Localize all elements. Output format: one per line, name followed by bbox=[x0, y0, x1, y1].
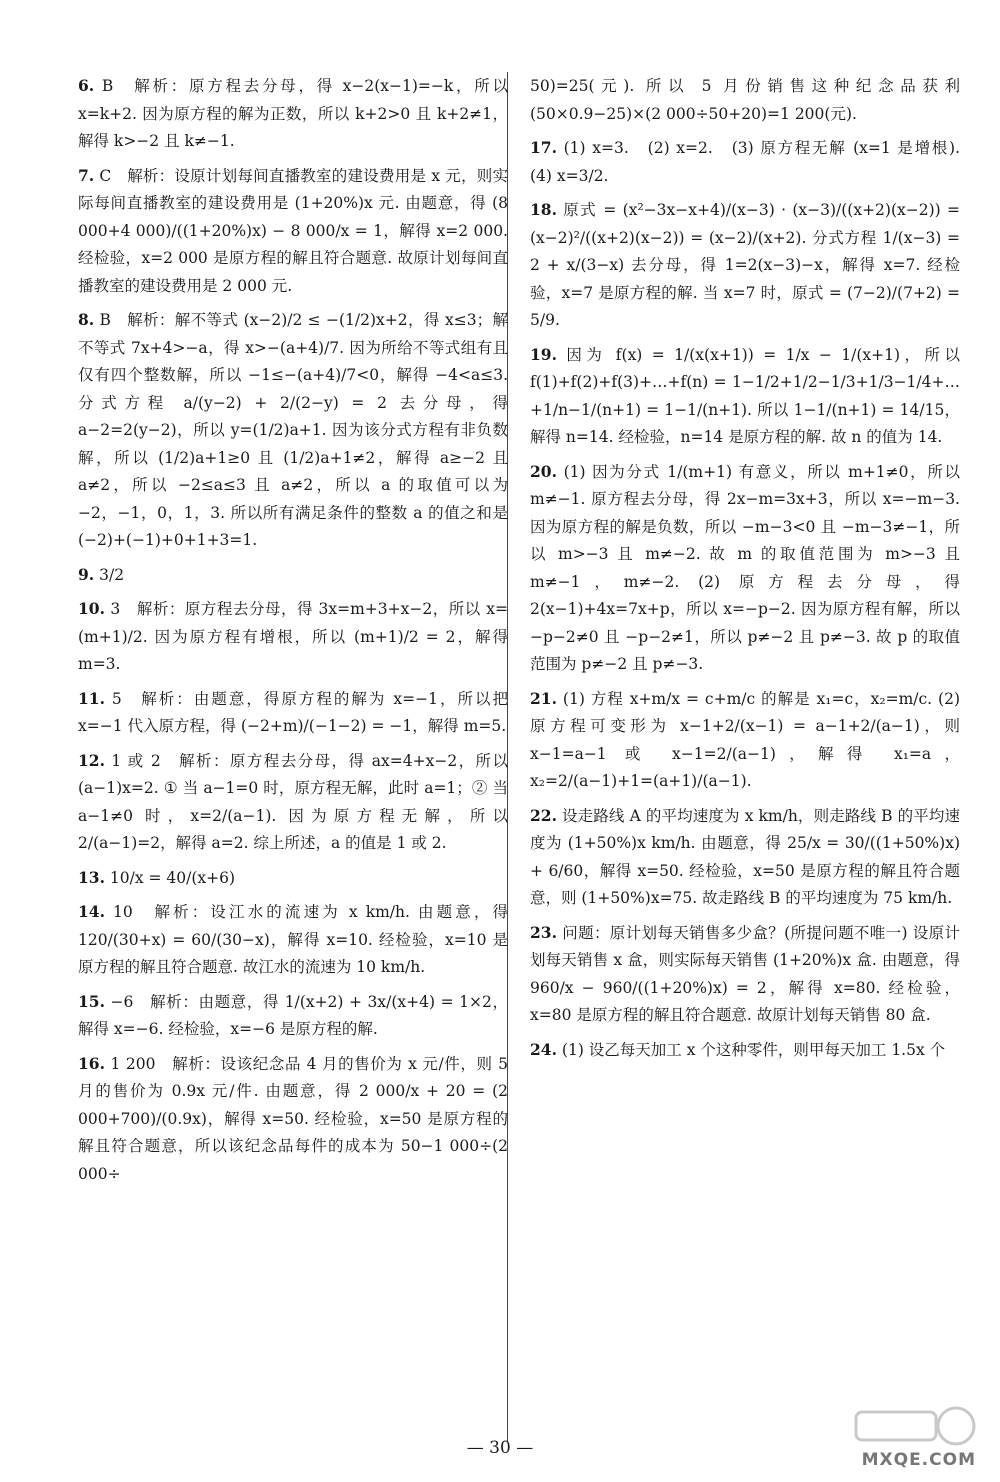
answer-10: 10. 3 解析：原方程去分母，得 3x=m+3+x−2，所以 x=(m+1)/2. 因为原方程有增根，所以 (m+1)/2 = 2，解得 m=3. bbox=[78, 599, 508, 673]
left-column bbox=[78, 72, 508, 1194]
page-number: — 30 — bbox=[466, 1438, 534, 1458]
answer-17: 17. (1) x=3. (2) x=2. (3) 原方程无解 (x=1 是增根). (4) x=3/2. bbox=[530, 138, 976, 185]
answer-20: 20. (1) 因为分式 1/(m+1) 有意义，所以 m+1≠0，所以 m≠−1. 原方程去分母，得 2x−m=3x+3，所以 x=−m−3. 因为原方程的解是负数，所以 −m−3<0 且 −m−3≠−1，所以 m>−3 且 m≠−2. 故 m 的取值范围为 m>−3 且 m≠−1，m≠−2. (2) 原方程去分母，得 2(x−1)+4x=7x+p，所以 x=−p−2. 因为原方程有解，所以 −p−2≠0 且 −p−2≠1，所以 p≠−2 且 p≠−3. 故 p 的取值范围为 p≠−2 且 p≠−3. bbox=[530, 461, 960, 673]
answer-16: 16. 1 200 解析：设该纪念品 4 月的售价为 x 元/件，则 5 月的售价为 0.9x 元/件. 由题意，得 2 000/x + 20 = (2 000+700)/(0.9x)，解得 x=50. 经检验，x=50 是原方程的解且符合题意，所以该纪念品每件的成本为 50−1 000÷(2 000÷ bbox=[78, 1053, 508, 1183]
answer-7: 7. C 解析：设原计划每间直播教室的建设费用是 x 元，则实际每间直播教室的建设费用是 (1+20%)x 元. 由题意，得 (8 000+4 000)/((1+20%)x) − 8 000/x = 1，解得 x=2 000. 经检验，x=2 000 是原方程的解且符合题意. 故原计划每间直播教室的建设费用是 2 000 元. bbox=[78, 165, 508, 295]
answer-14: 14. 10 解析：设江水的流速为 x km/h. 由题意，得 120/(30+x) = 60/(30−x)，解得 x=10. 经检验，x=10 是原方程的解且符合题意. 故江水的流速为 10 km/h. bbox=[78, 902, 508, 976]
answer-24: 24. (1) 设乙每天加工 x 个这种零件，则甲每天加工 1.5x 个 bbox=[530, 1039, 946, 1059]
answer-15: 15. −6 解析：由题意，得 1/(x+2) + 3x/(x+4) = 1×2，解得 x=−6. 经检验，x=−6 是原方程的解. bbox=[78, 991, 508, 1038]
answer-6: 6. B 解析：原方程去分母，得 x−2(x−1)=−k，所以 x=k+2. 因为原方程的解为正数，所以 k+2>0 且 k+2≠1，解得 k>−2 且 k≠−1. bbox=[78, 76, 508, 150]
answer-23: 23. 问题：原计划每天销售多少盒？(所提问题不唯一) 设原计划每天销售 x 盒，则实际每天销售 (1+20%)x 盒. 由题意，得 960/x − 960/((1+20%)x) = 2，解得 x=80. 经检验，x=80 是原方程的解且符合题意. 故原计划每天销售 80 盒. bbox=[530, 922, 960, 1024]
watermark-text: MXQE.COM bbox=[861, 1450, 976, 1470]
answer-19: 19. 因为 f(x) = 1/(x(x+1)) = 1/x − 1/(x+1)，所以 f(1)+f(2)+f(3)+…+f(n) = 1−1/2+1/2−1/3+1/3−1/4+…+1/n−1/(n+1) = 1−1/(n+1). 所以 1−1/(n+1) = 14/15，解得 n=14. 经检验，n=14 是原方程的解. 故 n 的值为 14. bbox=[530, 344, 960, 446]
answer-22: 22. 设走路线 A 的平均速度为 x km/h，则走路线 B 的平均速度为 (1+50%)x km/h. 由题意，得 25/x = 30/((1+50%)x) + 6/60，解得 x=50. 经检验，x=50 是原方程的解且符合题意，则 (1+50%)x=75. 故走路线 B 的平均速度为 75 km/h. bbox=[530, 805, 960, 907]
answer-16-continued: 50)=25(元). 所以 5 月份销售这种纪念品获利 (50×0.9−25)×(2 000÷50+20)=1 200(元). bbox=[530, 77, 960, 123]
answer-21: 21. (1) 方程 x+m/x = c+m/c 的解是 x₁=c，x₂=m/c. (2) 原方程可变形为 x−1+2/(x−1) = a−1+2/(a−1)，则 x−1=a−1 或 x−1=2/(a−1)，解得 x₁=a，x₂=2/(a−1)+1=(a+1)/(a−1). bbox=[530, 688, 960, 790]
right-column bbox=[530, 72, 976, 1070]
answer-12: 12. 1 或 2 解析：原方程去分母，得 ax=4+x−2，所以 (a−1)x=2. ① 当 a−1=0 时，原方程无解，此时 a=1；② 当 a−1≠0 时，x=2/(a−1). 因为原方程无解，所以 2/(a−1)=2，解得 a=2. 综上所述，a 的值是 1 或 2. bbox=[78, 750, 508, 852]
answer-11: 11. 5 解析：由题意，得原方程的解为 x=−1，所以把 x=−1 代入原方程，得 (−2+m)/(−1−2) = −1，解得 m=5. bbox=[78, 688, 508, 735]
answer-13: 13. 10/x = 40/(x+6) bbox=[78, 867, 236, 887]
answer-9: 9. 3/2 bbox=[78, 564, 125, 584]
answer-8: 8. B 解析：解不等式 (x−2)/2 ≤ −(1/2)x+2，得 x≤3；解不等式 7x+4>−a，得 x>−(a+4)/7. 因为所给不等式组有且仅有四个整数解，所以 −1≤−(a+4)/7<0，解得 −4<a≤3. 分式方程 a/(y−2) + 2/(2−y) = 2 去分母，得 a−2=2(y−2)，所以 y=(1/2)a+1. 因为该分式方程有非负数解，所以 (1/2)a+1≥0 且 (1/2)a+1≠2，解得 a≥−2 且 a≠2，所以 −2≤a≤3 且 a≠2，所以 a 的取值可以为 −2，−1，0，1，3. 所以所有满足条件的整数 a 的值之和是 (−2)+(−1)+0+1+3=1. bbox=[78, 310, 508, 549]
answer-18: 18. 原式 = (x²−3x−x+4)/(x−3) · (x−3)/((x+2)(x−2)) = (x−2)²/((x+2)(x−2)) = (x−2)/(x+2). 分式方程 1/(x−3) = 2 + x/(3−x) 去分母，得 1=2(x−3)−x，解得 x=7. 经检验，x=7 是原方程的解. 当 x=7 时，原式 = (7−2)/(7+2) = 5/9. bbox=[530, 200, 960, 329]
